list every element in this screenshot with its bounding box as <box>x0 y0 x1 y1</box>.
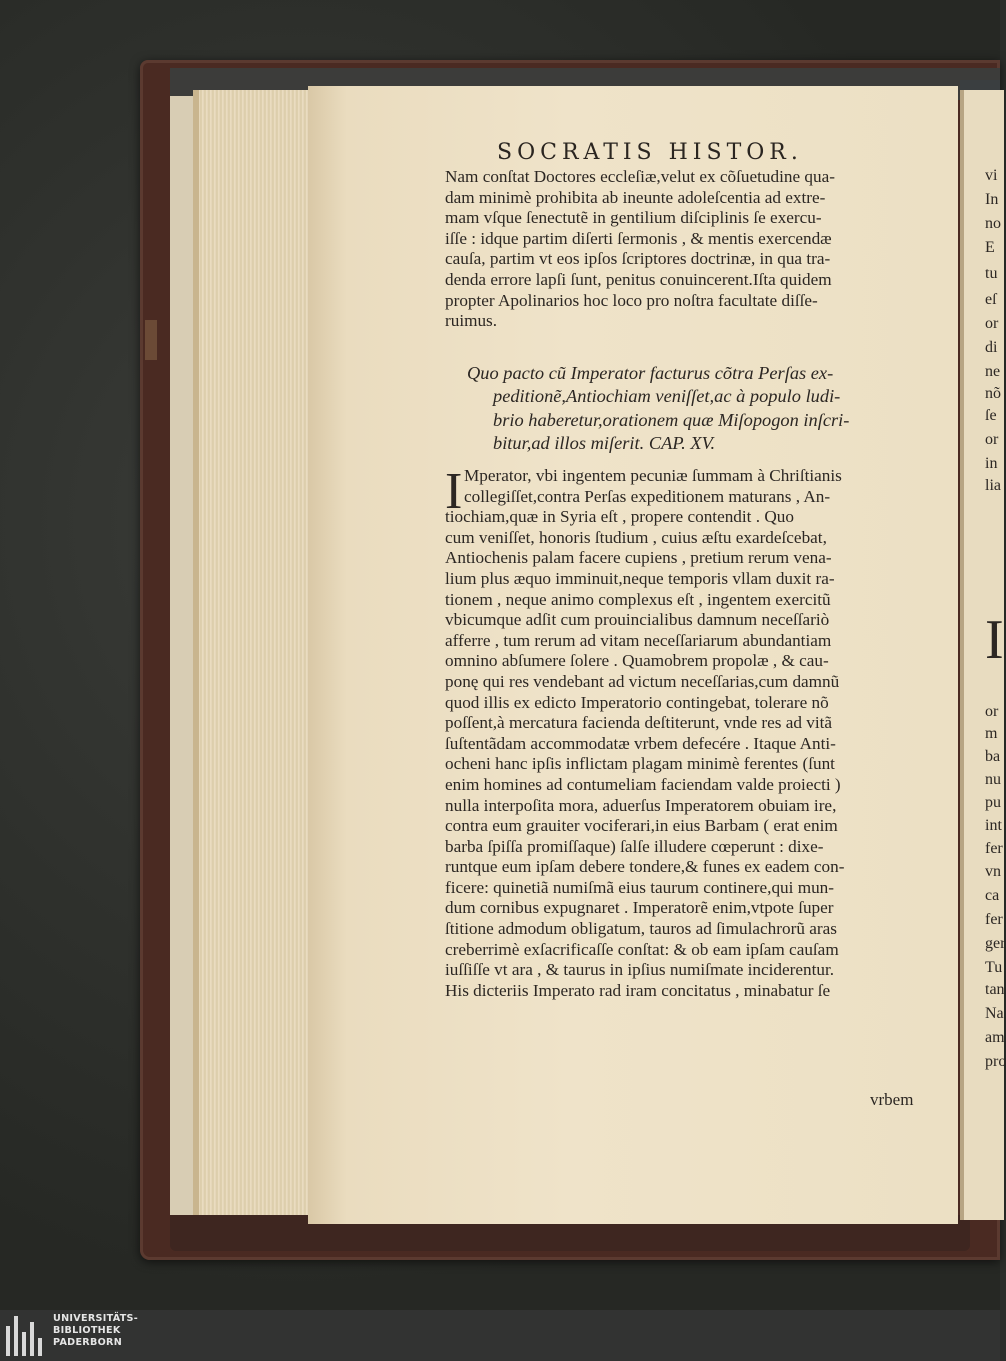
footer-bar <box>0 1310 1000 1361</box>
text-line: Antiochenis palam facere cupiens , pretium rerum vena- <box>445 548 832 568</box>
text-line: runtque eum ipſam debere tondere,& funes ex eadem con- <box>445 857 845 877</box>
next-page-fragment: di <box>985 339 998 356</box>
next-page-fragment: vi <box>985 167 998 184</box>
text-line: omnino abſumere ſolere . Quamobrem propolæ , & cau- <box>445 651 829 671</box>
next-page-fragment: m <box>985 725 998 742</box>
next-page-fragment: pro <box>985 1053 1006 1070</box>
text-line: cum veniſſet, honoris ſtudium , cuius æſtu exardeſcebat, <box>445 527 827 547</box>
text-line: cauſa, partim vt eos ipſos ſcriptores doctrinæ, in qua tra- <box>445 249 831 269</box>
next-page-fragment: ſe <box>985 407 997 424</box>
title-line: peditionẽ,Antiochiam veniſſet,ac à populo ludi- <box>493 386 841 407</box>
text-line: nulla interpoſita mora, aduerſus Imperatorem obuiam ire, <box>445 795 837 815</box>
text-line: mam vſque ſenectutẽ in gentilium diſciplinis ſe exercu- <box>445 208 822 228</box>
next-page-fragment: Na <box>985 1005 1004 1022</box>
next-page-fragment: ba <box>985 748 1001 765</box>
running-head: SOCRATIS HISTOR. <box>497 140 803 165</box>
title-line: bitur,ad illos miſerit. CAP. XV. <box>493 433 716 454</box>
next-page-fragment: tu <box>985 265 998 282</box>
text-line: poſſent,à mercatura facienda deſtiterunt, vnde res ad vitã <box>445 713 833 733</box>
next-page-fragment: or <box>985 703 999 720</box>
title-line: brio haberetur,orationem quæ Miſopogon inſcri- <box>493 409 850 430</box>
text-line: ſuſtentãdam accommodatæ vrbem defecére . Itaque Anti- <box>445 733 836 753</box>
text-line: enim homines ad contumeliam faciendam valde proiecti ) <box>445 774 841 794</box>
text-line: denda errore lapſi ſunt, penitus conuincerent.Iſta quidem <box>445 269 832 289</box>
initial-letter: I <box>445 463 463 520</box>
next-page-fragment: am <box>985 1029 1005 1046</box>
library-logo-icon <box>6 1316 44 1356</box>
next-page-fragment: E <box>985 239 995 256</box>
next-page-fragment: nu <box>985 771 1001 788</box>
library-name-line: BIBLIOTHEK <box>53 1325 121 1336</box>
library-name-line: UNIVERSITÄTS- <box>53 1313 139 1324</box>
next-page-fragment: In <box>985 191 999 208</box>
next-page-fragment: ger <box>985 935 1006 952</box>
next-page-fragment: in <box>985 455 998 472</box>
next-page-fragment: or <box>985 315 999 332</box>
next-page-fragment: tan <box>985 981 1005 998</box>
text-line: dam minimè prohibita ab ineunte adoleſcentia ad extre- <box>445 187 826 207</box>
next-page-initial: I <box>985 609 1004 671</box>
text-line: Mperator, vbi ingentem pecuniæ ſummam à Chriſtianis <box>464 466 842 485</box>
text-line: tionem , neque animo complexus eſt , ingentem exercitũ <box>445 589 831 609</box>
text-line: collegiſſet,contra Perſas expeditionem maturans , An- <box>464 486 831 506</box>
catchword: vrbem <box>870 1090 914 1109</box>
text-line: contra eum grauiter vociferari,in eius Barbam ( erat enim <box>445 816 838 836</box>
title-line: Quo pacto cũ Imperator facturus cõtra Perſas ex- <box>467 363 834 383</box>
text-line: afferre , tum rerum ad vitam neceſſariarum abundantiam <box>445 630 832 650</box>
next-page-fragment: Tu <box>985 959 1003 976</box>
next-page-fragment: int <box>985 817 1002 834</box>
text-line: iſſe : idque partim diſerti ſermonis , & mentis exercendæ <box>445 228 832 248</box>
text-line: dum cornibus expugnaret . Imperatorẽ enim,vtpote ſuper <box>445 898 834 918</box>
text-line: vbicumque adſit cum prouincialibus damnum neceſſariò <box>445 610 830 630</box>
next-page-fragment: no <box>985 215 1001 232</box>
text-line: ſtitione admodum obligatum, tauros ad ſimulachrorũ aras <box>445 919 837 939</box>
text-line: His dicteriis Imperato rad iram concitatus , minabatur ſe <box>445 980 831 1000</box>
next-page-fragment: fer <box>985 840 1003 857</box>
next-page-fragment: ne <box>985 363 1001 380</box>
bookmark-ribbon <box>145 320 157 360</box>
text-line: barba ſpiſſa promiſſaque) ſalſe illudere cœperunt : dixe- <box>445 836 824 856</box>
text-line: ficere: quinetiã numiſmã eius taurum continere,qui mun- <box>445 877 834 897</box>
next-page-fragment: ca <box>985 887 1000 904</box>
text-line: ponę qui res vendebant ad victum neceſſarias,cum damnũ <box>445 671 840 691</box>
next-page-fragment: pu <box>985 794 1001 811</box>
text-line: ruimus. <box>445 311 498 331</box>
next-page-fragment: eſ <box>985 291 997 308</box>
library-name-line: PADERBORN <box>53 1337 123 1348</box>
text-line: iuſſiſſe vt ara , & taurus in ipſius numiſmate inciderentur. <box>445 960 835 980</box>
text-line: creberrimè exſacrificaſſe conſtat: & ob eam ipſam cauſam <box>445 939 839 959</box>
text-line: tiochiam,quæ in Syria eſt , propere contendit . Quo <box>445 507 794 527</box>
text-line: ocheni hanc ipſis inflictam plagam minimè ferentes (ſunt <box>445 754 835 774</box>
next-page-fragment: or <box>985 431 999 448</box>
next-page-fragment: lia <box>985 477 1001 494</box>
next-page-fragment: fer <box>985 911 1003 928</box>
next-page-fragment: vn <box>985 863 1001 880</box>
paragraph-2 <box>445 463 925 1001</box>
text-line: Nam conſtat Doctores eccleſiæ,velut ex cõſuetudine qua- <box>445 167 835 186</box>
text-line: propter Apolinarios hoc loco pro noſtra facultate diſſe- <box>445 290 818 310</box>
text-line: quod illis ex edicto Imperatorio contingebat, tolerare nõ <box>445 692 829 712</box>
chapter-title <box>467 362 927 456</box>
page-edges <box>193 90 317 1222</box>
library-name <box>53 1313 138 1349</box>
paragraph-1 <box>445 167 925 332</box>
text-line: lium plus æquo imminuit,neque temporis vllam duxit ra- <box>445 568 835 588</box>
next-page-fragment: nõ <box>985 385 1001 402</box>
